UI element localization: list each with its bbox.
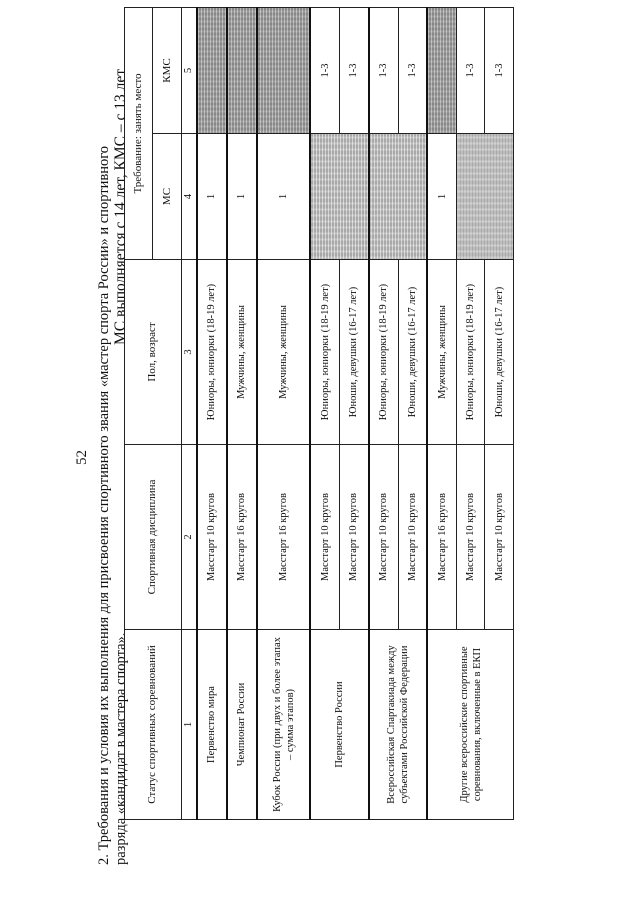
age-note: МС выполняется с 14 лет, КМС – с 13 лет: [112, 68, 129, 345]
gender-age-cell: Юноши, девушки (16-17 лет): [340, 260, 369, 445]
kms-cell-shaded: [227, 8, 257, 134]
status-cell: Другие всероссийские спортивные соревнования, включенные в ЕКП: [427, 630, 513, 820]
gender-age-cell: Мужчины, женщины: [227, 260, 257, 445]
kms-cell-shaded: [257, 8, 310, 134]
col-number-5: 5: [181, 8, 197, 134]
discipline-cell: Масстарт 10 кругов: [457, 445, 485, 630]
header-ms: МС: [153, 134, 181, 260]
header-requirement: Требование: занять место: [125, 8, 153, 260]
table-row: [197, 8, 227, 820]
ms-cell: 1: [257, 134, 310, 260]
gender-age-cell: Юниоры, юниорки (18-19 лет): [369, 260, 398, 445]
header-gender-age: Пол, возраст: [125, 260, 182, 445]
ms-cell-shaded: [457, 134, 514, 260]
gender-age-cell: Юноши, девушки (16-17 лет): [485, 260, 514, 445]
status-cell: Чемпионат России: [227, 630, 257, 820]
header-kms: КМС: [153, 8, 181, 134]
discipline-cell: Масстарт 10 кругов: [369, 445, 398, 630]
discipline-cell: Масстарт 10 кругов: [398, 445, 427, 630]
ms-cell-shaded: [369, 134, 428, 260]
table-row: [227, 8, 257, 820]
status-cell: Всероссийская Спартакиада между субъектами Российской Федерации: [369, 630, 428, 820]
ms-cell: 1: [427, 134, 456, 260]
status-cell: Первенство мира: [197, 630, 227, 820]
col-number-2: 2: [181, 445, 197, 630]
col-number-4: 4: [181, 134, 197, 260]
kms-cell: 1-3: [310, 8, 339, 134]
kms-cell: 1-3: [457, 8, 485, 134]
kms-cell: 1-3: [398, 8, 427, 134]
page-number: 52: [74, 450, 90, 465]
gender-age-cell: Мужчины, женщины: [427, 260, 456, 445]
gender-age-cell: Юниоры, юниорки (18-19 лет): [457, 260, 485, 445]
discipline-cell: Масстарт 16 кругов: [227, 445, 257, 630]
intro-line-1: 2. Требования и условия их выполнения для присвоения спортивного звания «мастер спорта России» и спортивного: [96, 145, 112, 865]
header-status: Статус спортивных соревнований: [125, 630, 182, 820]
gender-age-cell: Мужчины, женщины: [257, 260, 310, 445]
table-row: [257, 8, 310, 820]
ms-cell-shaded: [310, 134, 369, 260]
discipline-cell: Масстарт 16 кругов: [427, 445, 456, 630]
intro-line-2: разряда «кандидат в мастера спорта».: [113, 632, 129, 865]
status-cell: Кубок России (при двух и более этапах – сумма этапов): [257, 630, 310, 820]
kms-cell-shaded: [197, 8, 227, 134]
kms-cell: 1-3: [369, 8, 398, 134]
col-number-3: 3: [181, 260, 197, 445]
col-number-1: 1: [181, 630, 197, 820]
kms-cell: 1-3: [485, 8, 514, 134]
ms-cell: 1: [197, 134, 227, 260]
requirements-table: [124, 7, 514, 820]
kms-cell: 1-3: [340, 8, 369, 134]
gender-age-cell: Юниоры, юниорки (18-19 лет): [197, 260, 227, 445]
discipline-cell: Масстарт 10 кругов: [340, 445, 369, 630]
discipline-cell: Масстарт 10 кругов: [310, 445, 339, 630]
table-row: [369, 8, 398, 820]
discipline-cell: Масстарт 16 кругов: [257, 445, 310, 630]
gender-age-cell: Юноши, девушки (16-17 лет): [398, 260, 427, 445]
kms-cell-shaded: [427, 8, 456, 134]
discipline-cell: Масстарт 10 кругов: [485, 445, 514, 630]
discipline-cell: Масстарт 10 кругов: [197, 445, 227, 630]
gender-age-cell: Юниоры, юниорки (18-19 лет): [310, 260, 339, 445]
status-cell: Первенство России: [310, 630, 369, 820]
ms-cell: 1: [227, 134, 257, 260]
header-discipline: Спортивная дисциплина: [125, 445, 182, 630]
table-row: [427, 8, 456, 820]
table-row: [310, 8, 339, 820]
